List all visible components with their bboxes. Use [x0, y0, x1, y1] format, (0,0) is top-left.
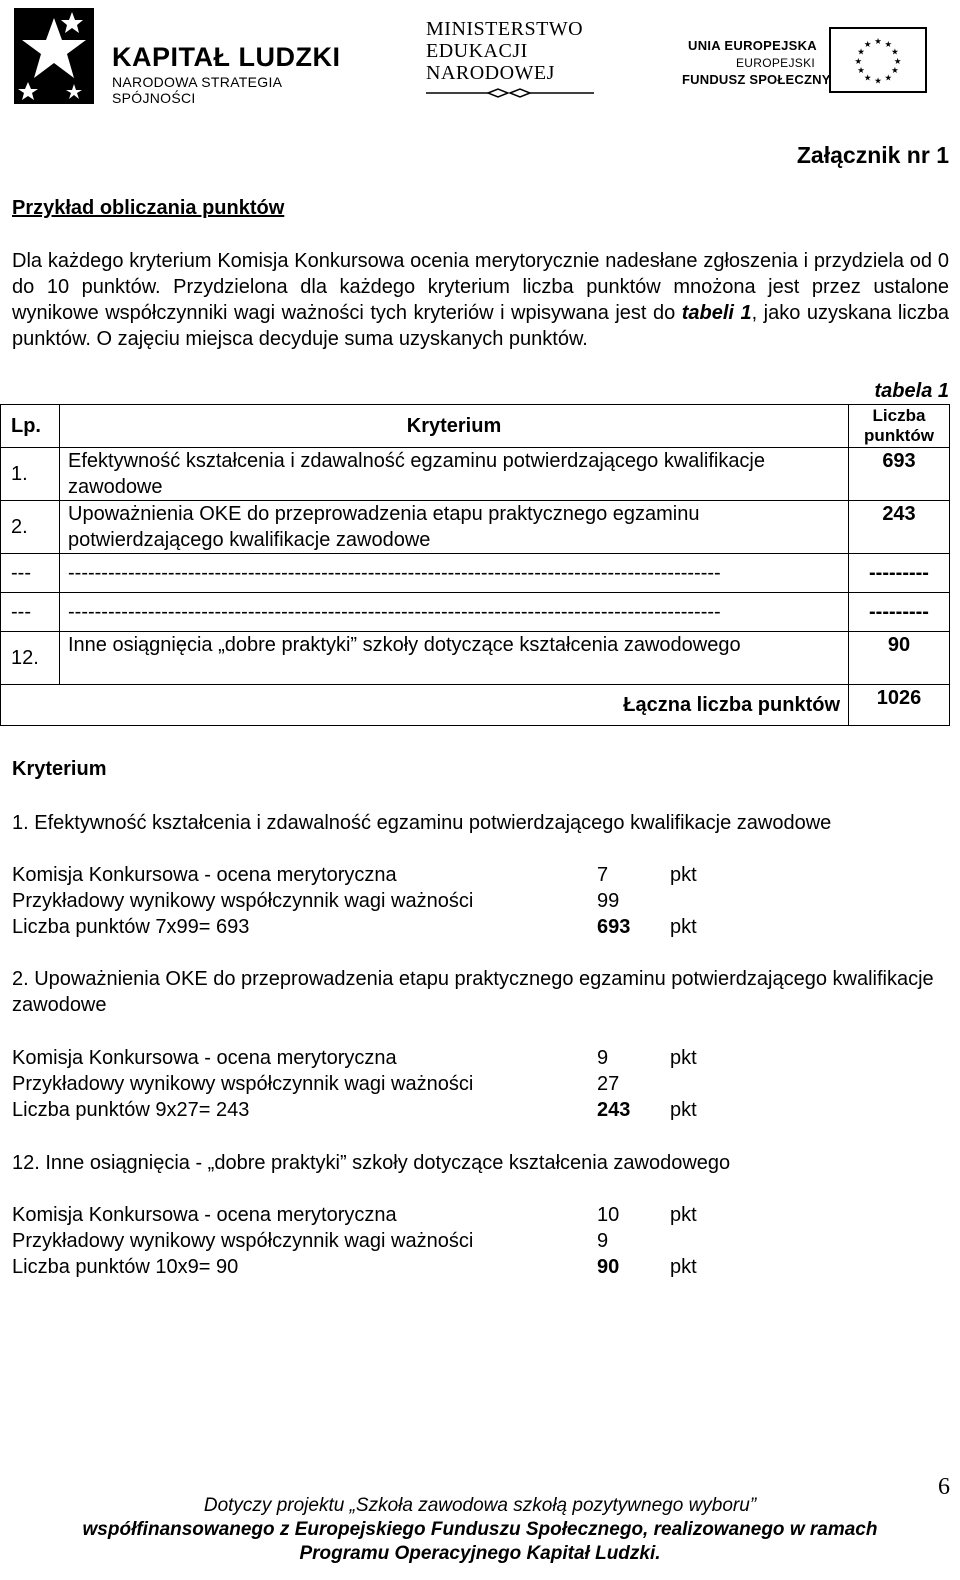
intro-table-ref: tabeli 1: [681, 302, 752, 324]
page-footer: [0, 1494, 960, 1566]
row-criterion: Upoważnienia OKE do przeprowadzenia etapu praktycznego egzaminu potwierdzającego kwalifikacje zawodowe: [60, 501, 849, 554]
calc-line: [12, 862, 732, 888]
calc-label: Liczba punktów 7x99= 693: [12, 916, 250, 938]
criterion-12-title: 12. Inne osiągnięcia - „dobre praktyki” szkoły dotyczące kształcenia zawodowego: [12, 1152, 731, 1174]
calc-value: 10: [597, 1204, 620, 1226]
eu-logo: [682, 24, 932, 104]
calc-line: [12, 888, 732, 914]
footer-line-3: Programu Operacyjnego Kapitał Ludzki.: [299, 1543, 661, 1564]
points-table: [0, 404, 950, 726]
calc-unit: pkt: [670, 916, 697, 938]
svg-text:★: ★: [891, 65, 899, 76]
row-points: 693: [849, 448, 950, 501]
calc-line: [12, 914, 732, 940]
svg-text:★: ★: [874, 75, 882, 86]
calc-label: Liczba punktów 9x27= 243: [12, 1099, 250, 1121]
row-points: 243: [849, 501, 950, 554]
kapital-ludzki-subtitle: NARODOWA STRATEGIA SPÓJNOŚCI: [112, 74, 282, 106]
header-lp: Lp.: [1, 405, 60, 448]
ministry-logo: [426, 18, 596, 100]
row-criterion: --------------------------------------------------------------------------------------------------: [60, 554, 849, 593]
kapital-ludzki-star-icon: [12, 6, 102, 106]
criterion-2-title: 2. Upoważnienia OKE do przeprowadzenia etapu praktycznego egzaminu potwierdzającego kwalifikacje zawodowe: [12, 968, 934, 1016]
calc-unit: pkt: [670, 864, 697, 886]
svg-text:★: ★: [863, 38, 872, 49]
calc-label: Przykładowy wynikowy współczynnik wagi ważności: [12, 890, 474, 912]
calc-unit: pkt: [670, 1204, 697, 1226]
calc-line: [12, 1071, 732, 1097]
table-row-placeholder: [1, 554, 950, 593]
svg-text:★: ★: [893, 55, 902, 66]
ministry-line-3: NARODOWEJ: [426, 62, 555, 84]
page-number: 6: [938, 1474, 950, 1500]
table-row-placeholder: [1, 593, 950, 632]
calc-result: 90: [597, 1256, 620, 1278]
calc-label: Przykładowy wynikowy współczynnik wagi ważności: [12, 1230, 474, 1252]
kapital-ludzki-title: KAPITAŁ LUDZKI: [112, 42, 341, 72]
row-criterion: Inne osiągnięcia „dobre praktyki” szkoły dotyczące kształcenia zawodowego: [60, 632, 849, 685]
svg-text:★: ★: [884, 72, 893, 83]
calc-label: Komisja Konkursowa - ocena merytoryczna: [12, 1204, 397, 1226]
row-points: 90: [849, 632, 950, 685]
calc-value: 9: [597, 1047, 609, 1069]
total-label: Łączna liczba punktów: [60, 685, 849, 726]
row-lp: 12.: [1, 632, 60, 685]
ministry-line-2: EDUKACJI: [426, 40, 528, 62]
row-points: ---------: [849, 593, 950, 632]
svg-text:★: ★: [874, 36, 882, 47]
table-row: [1, 501, 950, 554]
calc-unit: pkt: [670, 1256, 697, 1278]
calc-value: 27: [597, 1073, 620, 1095]
calc-result: 243: [597, 1099, 631, 1121]
calc-value: 7: [597, 864, 609, 886]
row-points: ---------: [849, 554, 950, 593]
row-lp: ---: [1, 554, 60, 593]
row-lp: 1.: [1, 448, 60, 501]
row-criterion: Efektywność kształcenia i zdawalność egzaminu potwierdzającego kwalifikacje zawodowe: [60, 448, 849, 501]
table-caption: tabela 1: [874, 380, 949, 402]
footer-line-2: współfinansowanego z Europejskiego Funduszu Społecznego, realizowanego w ramach: [82, 1519, 878, 1540]
criterion-1-title: 1. Efektywność kształcenia i zdawalność egzaminu potwierdzającego kwalifikacje zawodowe: [12, 812, 832, 834]
calc-result: 693: [597, 916, 631, 938]
svg-text:★: ★: [891, 46, 899, 57]
svg-text:★: ★: [884, 38, 893, 49]
criterion-2-calculation: [12, 1045, 732, 1123]
table-total-row: [1, 685, 950, 726]
eu-line-1: UNIA EUROPEJSKA: [688, 38, 817, 53]
annex-label: Załącznik nr 1: [796, 142, 949, 168]
header-points: Liczba punktów: [849, 405, 950, 448]
calc-label: Liczba punktów 10x9= 90: [12, 1256, 239, 1278]
footer-line-1: Dotyczy projektu „Szkoła zawodowa szkołą pozytywnego wyboru”: [203, 1495, 757, 1516]
svg-text:★: ★: [857, 65, 865, 76]
calc-line: [12, 1045, 732, 1071]
svg-text:★: ★: [863, 72, 872, 83]
calc-unit: pkt: [670, 1047, 697, 1069]
criteria-heading: Kryterium: [12, 758, 107, 780]
row-lp: 2.: [1, 501, 60, 554]
calc-value: 99: [597, 890, 620, 912]
header-criterion: Kryterium: [60, 405, 849, 448]
table-header-row: [1, 405, 950, 448]
calc-line: [12, 1228, 732, 1254]
criterion-12-calculation: [12, 1202, 732, 1280]
intro-paragraph: [12, 248, 949, 352]
calc-line: [12, 1254, 732, 1280]
calc-label: Przykładowy wynikowy współczynnik wagi ważności: [12, 1073, 474, 1095]
row-criterion: --------------------------------------------------------------------------------------------------: [60, 593, 849, 632]
svg-text:★: ★: [857, 46, 865, 57]
total-empty-cell: [1, 685, 60, 726]
calc-label: Komisja Konkursowa - ocena merytoryczna: [12, 864, 397, 886]
calc-unit: pkt: [670, 1099, 697, 1121]
ministry-ornament-icon: [426, 88, 594, 98]
total-value: 1026: [849, 685, 950, 726]
intro-part-2: , jako uzyskana liczba punktów. O zajęciu miejsca decyduje suma uzyskanych punktów.: [12, 302, 949, 350]
calc-label: Komisja Konkursowa - ocena merytoryczna: [12, 1047, 397, 1069]
eu-flag-icon: [829, 27, 927, 93]
criterion-1-calculation: [12, 862, 732, 940]
table-row: [1, 448, 950, 501]
svg-text:★: ★: [854, 55, 863, 66]
table-row: [1, 632, 950, 685]
row-lp: ---: [1, 593, 60, 632]
eu-line-2: EUROPEJSKI: [736, 56, 816, 70]
kapital-ludzki-logo: [12, 6, 362, 106]
calc-line: [12, 1202, 732, 1228]
section-heading: Przykład obliczania punktów: [12, 197, 285, 219]
calc-line: [12, 1097, 732, 1123]
calc-value: 9: [597, 1230, 609, 1252]
intro-part-1: Dla każdego kryterium Komisja Konkursowa ocenia merytorycznie nadesłane zgłoszenia i przydziela od 0 do 10 punktów. Przydzielona dla każdego kryterium liczba punktów mnożona jest przez ustalone wynikowe współczynniki wagi ważności tych kryteriów i wpisywana jest do: [12, 250, 949, 324]
eu-line-3: FUNDUSZ SPOŁECZNY: [682, 72, 831, 87]
ministry-line-1: MINISTERSTWO: [426, 18, 584, 40]
